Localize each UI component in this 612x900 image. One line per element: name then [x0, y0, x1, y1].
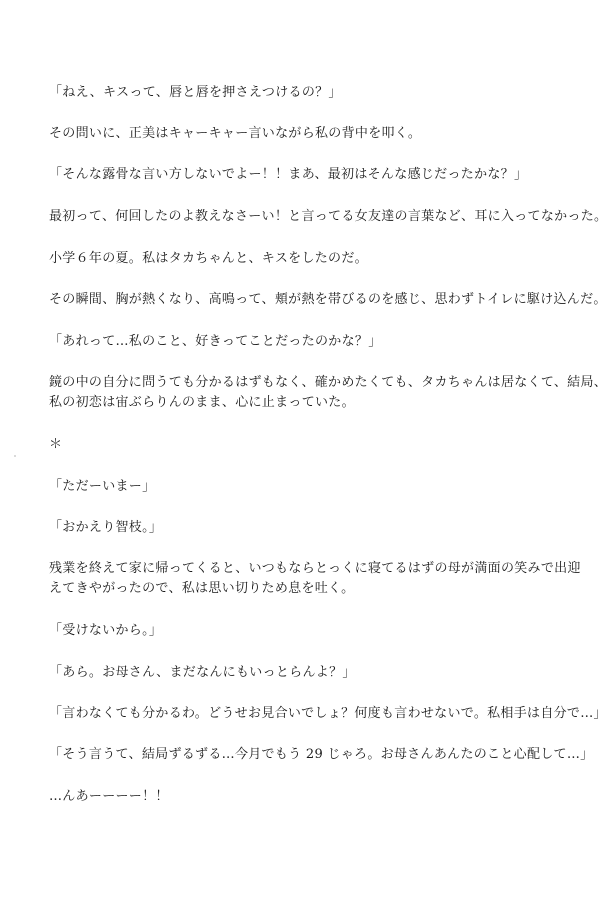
paragraph: 「あれって…私のこと、好きってことだったのかな？」 [49, 334, 382, 349]
paragraph: その問いに、正美はキャーキャー言いながら私の背中を叩く。 [49, 126, 422, 141]
paragraph: 「ねえ、キスって、唇と唇を押さえつけるの？」 [49, 85, 342, 100]
paragraph: 最初って、何回したのよ教えなさーい！と言ってる女友達の言葉など、耳に入ってなかった。 [49, 209, 608, 224]
paragraph-line: 残業を終えて家に帰ってくると、いつもならとっくに寝てるはずの母が満面の笑みで出迎 [49, 561, 581, 576]
paragraph: 「そう言うて、結局ずるずる…今月でもう 29 じゃろ。お母さんあんたのこと心配して…」 [49, 747, 594, 762]
paragraph-line: 私の初恋は宙ぶらりんのまま、心に止まっていた。 [49, 395, 355, 410]
paragraph-line: 鏡の中の自分に問うても分かるはずもなく、確かめたくても、タカちゃんは居なくて、結局、 [49, 375, 608, 390]
paragraph: 「あら。お母さん、まだなんにもいっとらんよ？」 [49, 665, 356, 680]
scan-speck [14, 455, 16, 457]
paragraph: 「ただーいまー」 [49, 479, 156, 494]
paragraph: …んあーーーー！！ [49, 789, 169, 804]
scene-break: ＊ [49, 437, 63, 452]
paragraph [49, 373, 608, 413]
paragraph: 「おかえり智枝。」 [49, 520, 163, 535]
paragraph-line: えてきやがったので、私は思い切りため息を吐く。 [49, 581, 355, 596]
paragraph: その瞬間、胸が熱くなり、高鳴って、頬が熱を帯びるのを感じ、思わずトイレに駆け込んだ。 [49, 292, 607, 307]
paragraph: 小学６年の夏。私はタカちゃんと、キスをしたのだ。 [49, 251, 368, 266]
paragraph [49, 559, 589, 599]
paragraph: 「そんな露骨な言い方しないでよー！！まあ、最初はそんな感じだったかな？」 [49, 167, 528, 182]
paragraph: 「受けないから。」 [49, 623, 163, 638]
paragraph: 「言わなくても分かるわ。どうせお見合いでしょ？何度も言わせないで。私相手は自分で…」 [49, 706, 607, 721]
